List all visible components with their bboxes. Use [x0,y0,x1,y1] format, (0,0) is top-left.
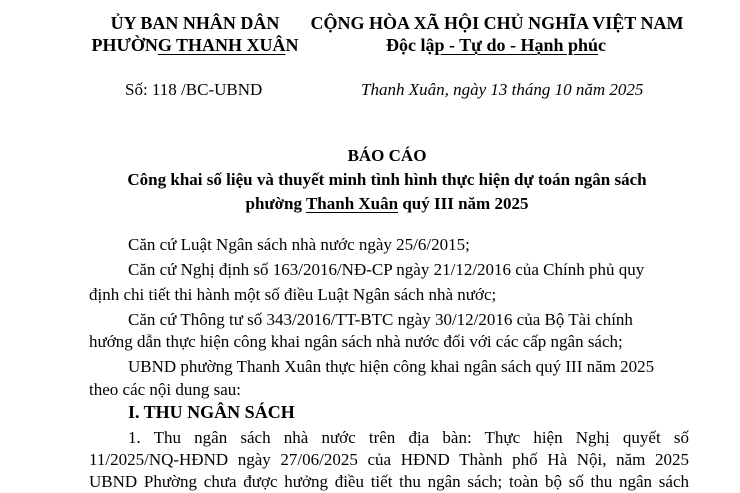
motto-suffix: c [598,35,607,55]
section-heading: I. THU NGÂN SÁCH [128,402,295,422]
revenue-paragraph-line-3: UBND Phường chưa được hưởng điều tiết thu ngân sách; toàn bộ số thu ngân sách [89,472,689,491]
subtitle-underlined: Thanh Xuân [305,194,399,213]
report-title: BÁO CÁO [347,146,427,165]
report-subtitle-line-2 [246,194,529,214]
agency-line-2 [91,35,298,56]
place-date: Thanh Xuân, ngày 13 tháng 10 năm 2025 [361,80,644,99]
agency-line-1: ỦY BAN NHÂN DÂN [110,13,280,33]
agency-line-2-prefix: PHƯỜN [91,35,158,55]
legal-basis-3-line-2: hướng dẫn thực hiện công khai ngân sách nhà nước đối với các cấp ngân sách; [89,332,623,351]
legal-basis-2-line-1: Căn cứ Nghị định số 163/2016/NĐ-CP ngày 21/12/2016 của Chính phủ quy [128,260,645,279]
intro-line-2: theo các nội dung sau: [89,380,242,399]
nation-title: CỘNG HÒA XÃ HỘI CHỦ NGHĨA VIỆT NAM [310,13,684,33]
agency-line-2-suffix: N [285,35,299,55]
revenue-paragraph-line-2: 11/2025/NQ-HĐND ngày 27/06/2025 của HĐND Thành phố Hà Nội, năm 2025 [89,450,689,469]
legal-basis-1: Căn cứ Luật Ngân sách nhà nước ngày 25/6/2015; [128,235,470,254]
motto-prefix: Độc lậ [385,35,435,55]
legal-basis-2-line-2: định chi tiết thi hành một số điều Luật Ngân sách nhà nước; [89,285,497,304]
subtitle-prefix: phường [245,194,306,213]
subtitle-suffix: quý III năm 2025 [398,194,529,213]
motto [386,35,606,56]
revenue-paragraph-line-1: 1. Thu ngân sách nhà nước trên địa bàn: Thực hiện Nghị quyết số [128,428,689,447]
motto-underlined: p - Tự do - Hạnh phú [434,35,599,55]
legal-basis-3-line-1: Căn cứ Thông tư số 343/2016/TT-BTC ngày 30/12/2016 của Bộ Tài chính [128,310,633,329]
document-number: Số: 118 /BC-UBND [125,80,263,99]
report-subtitle-line-1: Công khai số liệu và thuyết minh tình hình thực hiện dự toán ngân sách [127,170,647,189]
intro-line-1: UBND phường Thanh Xuân thực hiện công khai ngân sách quý III năm 2025 [128,357,655,376]
agency-line-2-underlined: G THANH XUÂ [157,35,286,55]
